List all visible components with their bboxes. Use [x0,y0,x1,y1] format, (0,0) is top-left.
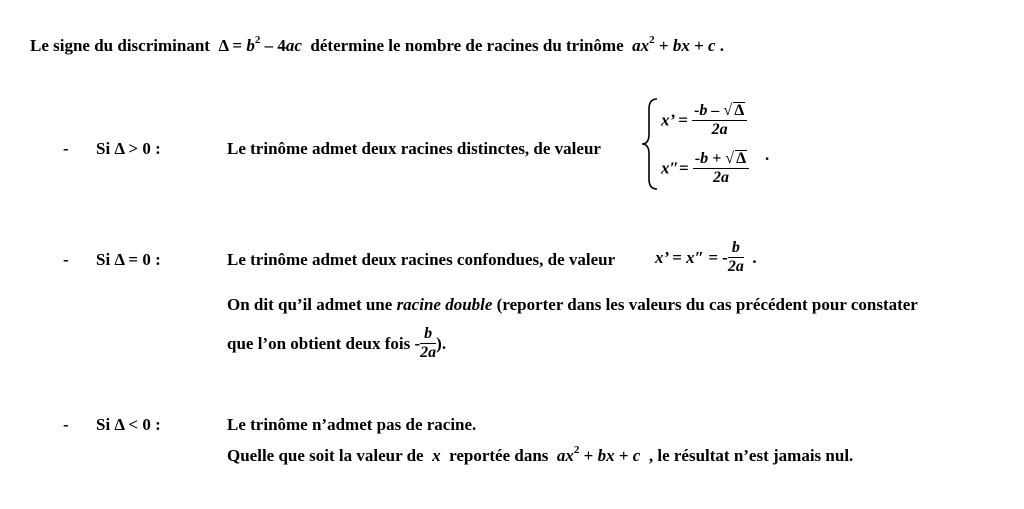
case1-dash: - [63,139,69,158]
intro-text-after: détermine le nombre de racines du trinôme [310,36,624,55]
case3-trinome: $ax^2$ + bx + c [556,444,641,465]
case2-text: Le trinôme admet deux racines confondues, de valeur [227,250,616,269]
intro-line [30,34,725,55]
case3-condition: Si Δ < 0 : [96,415,161,434]
left-brace-icon [640,96,662,192]
root2: x″= $\frac{-b + √ \Delta}{2a}$ [661,150,749,186]
case2-note: On dit qu’il admet une racine double (reporter dans les valeurs du cas précédent pour constater [227,295,918,314]
root1: x’ = $\frac{-b - √ \Delta}{2a}$ [661,102,747,138]
double-root-formula: x’ = x″ = - $\frac{b}{2a}$ . [655,239,757,275]
case1-end: . [765,145,770,164]
case2-dash: - [63,250,69,269]
case1-condition: Si Δ > 0 : [96,139,161,158]
case3-line2: Quelle que soit la valeur de x reportée dans $ax^2$ + bx + c , le résultat n’est jamais nul. [227,444,854,465]
case3-text: Le trinôme n’admet pas de racine. [227,415,477,434]
case2-note2: que l’on obtient deux fois - $\frac{b}{2a}$ ). [227,325,447,361]
delta-formula: $\Delta = b^2 - 4ac$ [218,34,302,55]
trinome-formula: $ax^2$ + bx + c . [632,34,725,55]
case1-text: Le trinôme admet deux racines distinctes, de valeur [227,139,601,158]
case3-dash: - [63,415,69,434]
case2-condition: Si Δ = 0 : [96,250,161,269]
intro-text-before: Le signe du discriminant [30,36,210,55]
